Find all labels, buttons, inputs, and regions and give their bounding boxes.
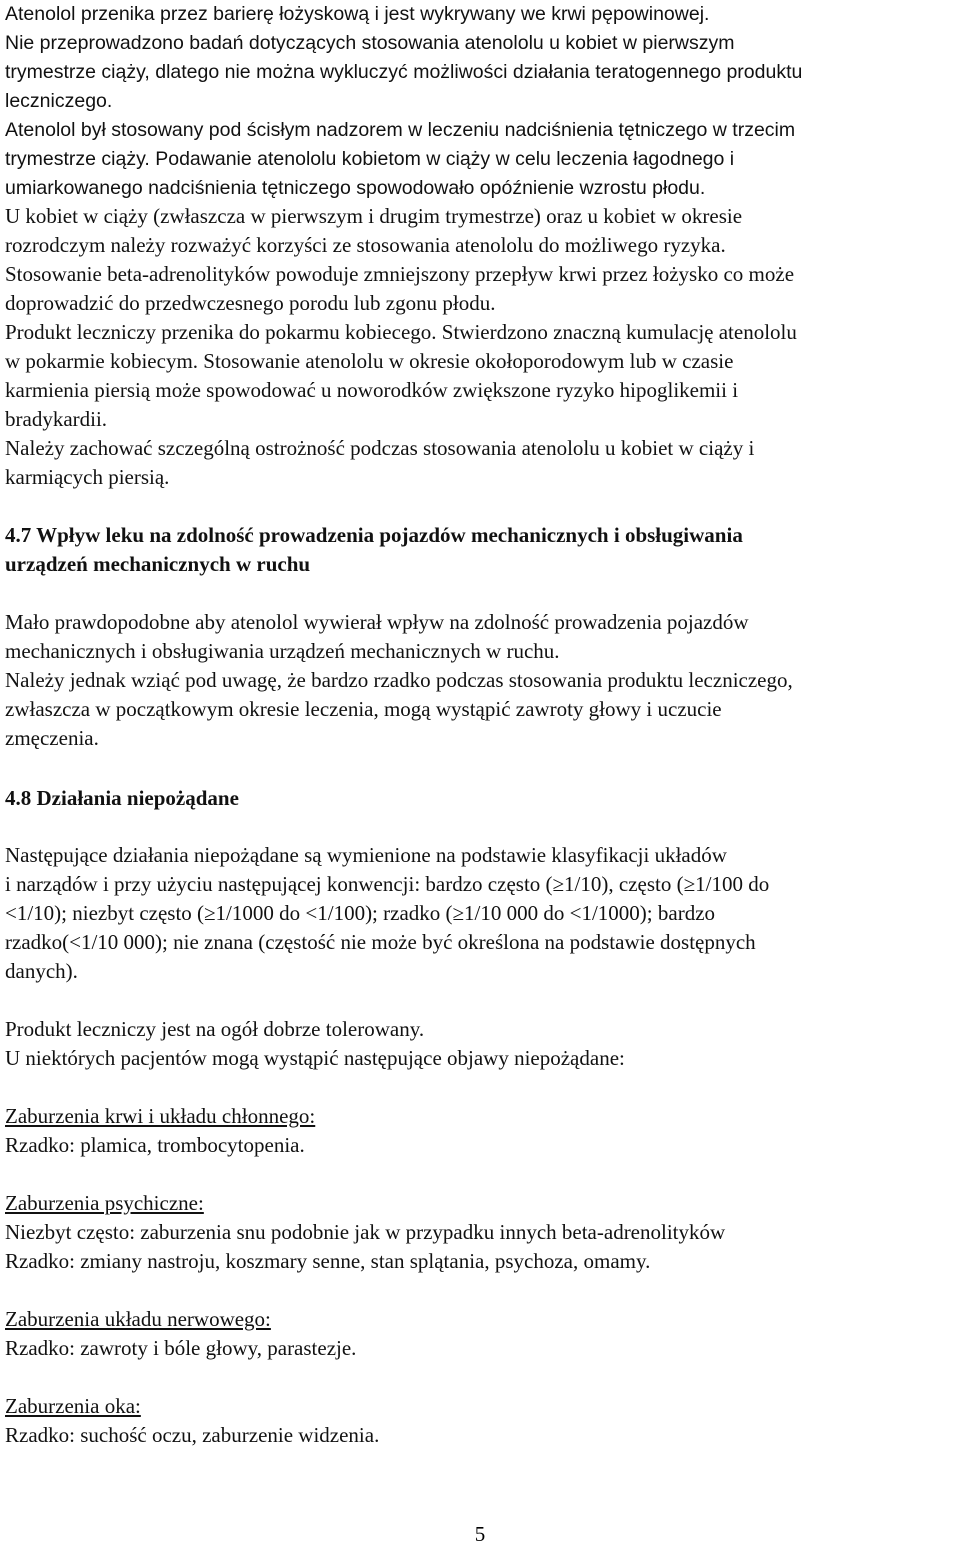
text-line: Należy zachować szczególną ostrożność podczas stosowania atenololu u kobiet w ciąży i <box>5 436 755 460</box>
section-heading: 4.8 Działania niepożądane <box>5 786 239 810</box>
group-title: Zaburzenia oka: <box>5 1394 141 1418</box>
text-line: Atenolol był stosowany pod ścisłym nadzorem w leczeniu nadciśnienia tętniczego w trzecim <box>5 119 796 141</box>
group-line: Rzadko: plamica, trombocytopenia. <box>5 1133 305 1157</box>
text-line: zwłaszcza w początkowym okresie leczenia, mogą wystąpić zawroty głowy i uczucie <box>5 697 722 721</box>
text-line: Należy jednak wziąć pod uwagę, że bardzo rzadko podczas stosowania produktu leczniczego, <box>5 668 793 692</box>
text-line: i narządów i przy użyciu następującej konwencji: bardzo często (≥1/10), często (≥1/100 do <box>5 872 770 896</box>
text-line: U kobiet w ciąży (zwłaszcza w pierwszym i drugim trymestrze) oraz u kobiet w okresie <box>5 204 743 228</box>
text-line: umiarkowanego nadciśnienia tętniczego spowodowało opóźnienie wzrostu płodu. <box>5 177 706 199</box>
text-line: karmienia piersią może spowodować u noworodków zwiększone ryzyko hipoglikemii i <box>5 378 739 402</box>
group-title: Zaburzenia psychiczne: <box>5 1191 204 1215</box>
text-line: Produkt leczniczy przenika do pokarmu kobiecego. Stwierdzono znaczną kumulację atenololu <box>5 320 797 344</box>
text-line: doprowadzić do przedwczesnego porodu lub zgonu płodu. <box>5 291 496 315</box>
text-line: Nie przeprowadzono badań dotyczących stosowania atenololu u kobiet w pierwszym <box>5 32 735 54</box>
text-line: rozrodczym należy rozważyć korzyści ze stosowania atenololu do możliwego ryzyka. <box>5 233 726 257</box>
text-line: rzadko(<1/10 000); nie znana (częstość nie może być określona na podstawie dostępnych <box>5 930 756 954</box>
section-heading: urządzeń mechanicznych w ruchu <box>5 552 311 576</box>
text-line: leczniczego. <box>5 90 113 112</box>
text-line: mechanicznych i obsługiwania urządzeń mechanicznych w ruchu. <box>5 639 560 663</box>
text-line: trymestrze ciąży, dlatego nie można wykluczyć możliwości działania teratogennego produktu <box>5 61 803 83</box>
text-line: Stosowanie beta-adrenolityków powoduje zmniejszony przepływ krwi przez łożysko co może <box>5 262 795 286</box>
group-title: Zaburzenia układu nerwowego: <box>5 1307 271 1331</box>
text-line: bradykardii. <box>5 407 108 431</box>
group-line: Rzadko: zmiany nastroju, koszmary senne, stan splątania, psychoza, omamy. <box>5 1249 651 1273</box>
text-line: danych). <box>5 959 78 983</box>
text-line: w pokarmie kobiecym. Stosowanie atenololu w okresie okołoporodowym lub w czasie <box>5 349 734 373</box>
page-number: 5 <box>474 1522 486 1546</box>
text-line: U niektórych pacjentów mogą wystąpić następujące objawy niepożądane: <box>5 1046 625 1070</box>
text-line: karmiących piersią. <box>5 465 170 489</box>
text-line: Produkt leczniczy jest na ogół dobrze tolerowany. <box>5 1017 425 1041</box>
text-line: trymestrze ciąży. Podawanie atenololu kobietom w ciąży w celu leczenia łagodnego i <box>5 148 735 170</box>
text-line: Następujące działania niepożądane są wymienione na podstawie klasyfikacji układów <box>5 843 727 867</box>
group-line: Rzadko: suchość oczu, zaburzenie widzenia. <box>5 1423 380 1447</box>
text-line: Mało prawdopodobne aby atenolol wywierał wpływ na zdolność prowadzenia pojazdów <box>5 610 749 634</box>
group-title: Zaburzenia krwi i układu chłonnego: <box>5 1104 316 1128</box>
group-line: Niezbyt często: zaburzenia snu podobnie jak w przypadku innych beta-adrenolityków <box>5 1220 726 1244</box>
text-line: zmęczenia. <box>5 726 99 750</box>
group-line: Rzadko: zawroty i bóle głowy, parastezje. <box>5 1336 357 1360</box>
text-line: <1/10); niezbyt często (≥1/1000 do <1/100); rzadko (≥1/10 000 do <1/1000); bardzo <box>5 901 716 925</box>
section-heading: 4.7 Wpływ leku na zdolność prowadzenia pojazdów mechanicznych i obsługiwania <box>5 523 743 547</box>
text-line: Atenolol przenika przez barierę łożyskową i jest wykrywany we krwi pępowinowej. <box>5 3 710 25</box>
